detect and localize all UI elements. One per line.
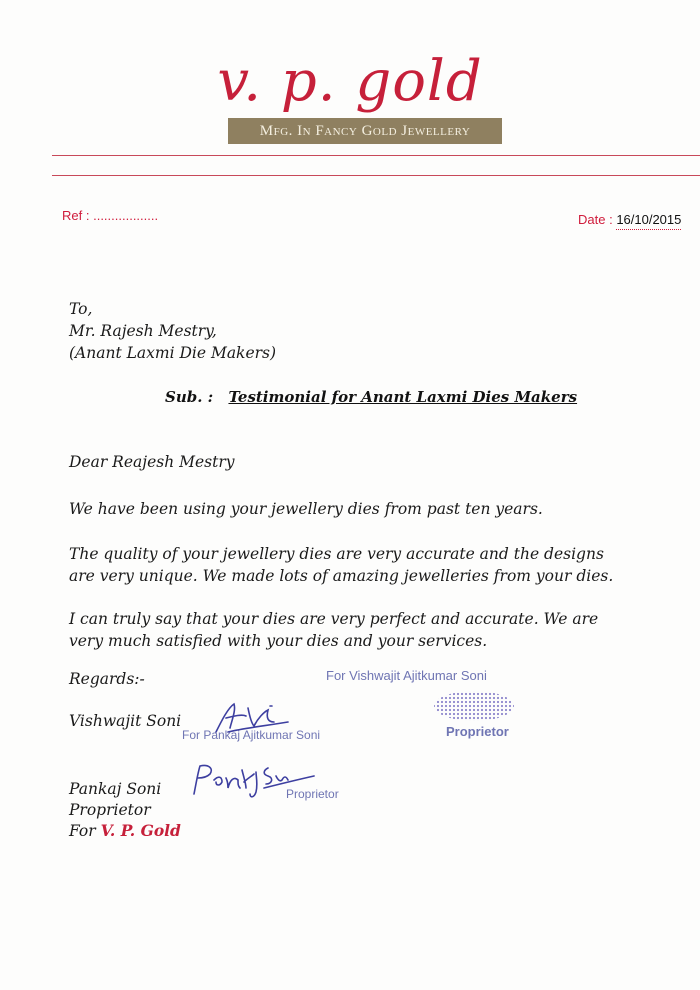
- salutation: Dear Reajesh Mestry: [69, 453, 235, 471]
- stamp-1-title: Proprietor: [446, 724, 509, 739]
- body-paragraph-3: I can truly say that your dies are very perfect and accurate. We are very much satisfied with your dies and your services.: [69, 610, 599, 650]
- signer-1-name: Vishwajit Soni: [69, 712, 182, 730]
- company-logo: v. p. gold: [217, 49, 483, 114]
- company-tagline: Mfg. In Fancy Gold Jewellery: [228, 118, 502, 144]
- body-paragraph-1: We have been using your jewellery dies from past ten years.: [69, 500, 543, 518]
- for-brand: V. P. Gold: [100, 821, 181, 840]
- body-paragraph-2: The quality of your jewellery dies are very accurate and the designs are very unique. We made lots of amazing jewelleries from your dies.: [69, 545, 614, 585]
- for-label: For: [69, 822, 96, 840]
- signer-2-name: Pankaj Soni: [69, 780, 162, 798]
- stamp-2-title: Proprietor: [286, 787, 339, 801]
- date-field: [578, 212, 681, 227]
- regards: Regards:-: [69, 670, 145, 688]
- addressee-company: (Anant Laxmi Die Makers): [69, 344, 277, 362]
- reference-field: [62, 208, 158, 223]
- date-label: Date :: [578, 212, 613, 227]
- addressee-to: To,: [69, 300, 93, 318]
- stamp-1-ink-smudge: [432, 688, 516, 722]
- stamp-1-header: For Vishwajit Ajitkumar Soni: [326, 668, 487, 683]
- signature-2: [184, 758, 324, 802]
- signer-title: Proprietor: [69, 801, 151, 819]
- subject-label: Sub. :: [165, 388, 214, 406]
- subject-line: [165, 388, 577, 406]
- header-divider-top: [52, 155, 700, 156]
- header-divider-bottom: [52, 175, 700, 176]
- ref-label: Ref :: [62, 208, 90, 223]
- date-value: 16/10/2015: [616, 212, 681, 230]
- ref-value: ..................: [93, 208, 159, 223]
- for-company: [69, 820, 181, 842]
- stamp-2-header: For Pankaj Ajitkumar Soni: [182, 728, 321, 742]
- subject-text: Testimonial for Anant Laxmi Dies Makers: [228, 388, 578, 406]
- addressee-name: Mr. Rajesh Mestry,: [69, 322, 217, 340]
